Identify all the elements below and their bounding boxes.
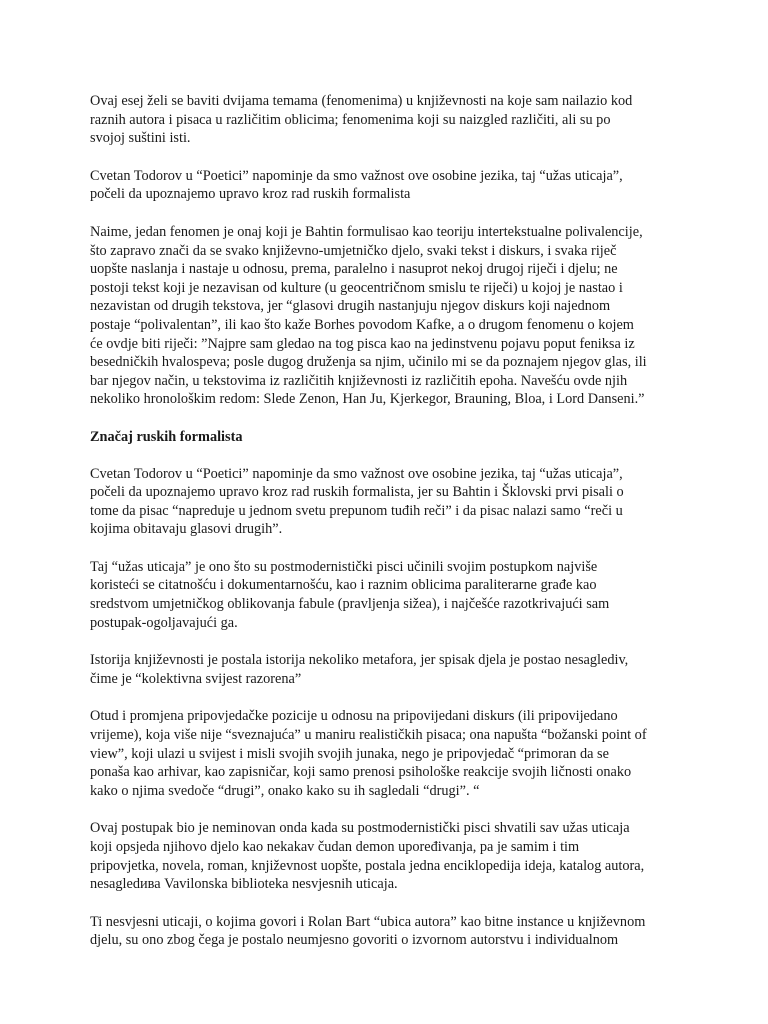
paragraph-postupak: Ovaj postupak bio je neminovan onda kada su postmodernistički pisci shvatili sav užas uticaja koji opsjeda njihovo djelo kao nekakav čudan demon upoređivanja, pa je samim i tim pripovjetka, novela, roman, književnost uopšte, postala jedna enciklopedija ideja, katalog autora, nesagledива Vavilonska biblioteka nesvjesnih uticaja. [90, 820, 645, 893]
paragraph-pripovjedac: Otud i promjena pripovjedačke pozicije u odnosu na pripovijedani diskurs (ili pripovijedano vrijeme), koja više nije “sveznajuća” u maniru realističkih pisaca; ona napušta “božanski point of view”, koji ulazi u svijest i misli svojih svojih junaka, nego je pripovjedač “primoran da se ponaša kao arhivar, kao zapisničar, koji samo prenosi psihološke reakcije svojih ličnosti onako kako o njima svedoče “drugi”, onako kako su ih sagledali “drugi”. “ [90, 708, 647, 799]
paragraph-formalists: Cvetan Todorov u “Poetici” napominje da smo važnost ove osobine jezika, taj “užas uticaja”, počeli da upoznajemo upravo kroz rad ruskih formalista, jer su Bahtin i Šklovski prvi pisali o tome da pisac “napreduje u jednom svetu prepunom tuđih reči” i da pisac nalazi samo “reči u kojima obitavaju glasovi drugih”. [90, 465, 624, 538]
paragraph-todorov: Cvetan Todorov u “Poetici” napominje da smo važnost ove osobine jezika, taj “užas uticaja”, počeli da upoznajemo upravo kroz rad ruskih formalista [90, 167, 623, 203]
paragraph-intro: Ovaj esej želi se baviti dvijama temama (fenomenima) u književnosti na koje sam nailazio kod raznih autora i pisaca u različitim oblicima; fenomenima koji su naizgled različiti, ali su po svojoj suštini isti. [90, 93, 633, 147]
paragraph-istorija: Istorija književnosti je postala istorija nekoliko metafora, jer spisak djela je postao nesaglediv, čime je “kolektivna svijest razorena” [90, 652, 629, 687]
paragraph-nesvjesni-uticaji: Ti nesvjesni uticaji, o kojima govori i Rolan Bart “ubica autora” kao bitne instance u književnom djelu, su ono zbog čega je postalo neumjesno govoriti o izvornom autorstvu i individualnom [90, 913, 646, 949]
document-page [90, 92, 690, 969]
paragraph-uzas-uticaja: Taj “užas uticaja” je ono što su postmodernistički pisci učinili svojim postupkom najviše koristeći se citatnošću i dokumentarnošću, kao i raznim oblicima paraliterarne građe kao sredstvom umjetničkog oblikovanja fabule (pravljenja sižea), i najčešće razotkrivajući sam postupak-ogoljavajući ga. [90, 558, 610, 631]
section-heading: Značaj ruskih formalista [90, 428, 243, 445]
paragraph-bahtin: Naime, jedan fenomen je onaj koji je Bahtin formulisao kao teoriju intertekstualne polivalencije, što zapravo znači da se svako književno-umjetničko djelo, svaki tekst i diskurs, i svaka riječ uopšte naslanja i nastaje u odnosu, prema, paralelno i nasuprot nekoj drugoj riječi i djelu; ne postoji tekst koji je nezavisan od kulture (u geocentričnom smislu te riječi) u kojoj je nastao i nezavistan od drugih tekstova, jer “glasovi drugih nastanjuju njegov diskurs koji najednom postaje “polivalentan”, ili kao što kaže Borhes povodom Kafke, a o drugom fenomenu o kojem će ovdje biti riječi: ”Najpre sam gledao na tog pisca kao na jedinstvenu pojavu poput feniksa iz besedničkih hvalospeva; posle dugog druženja sa njim, učinilo mi se da poznajem njegov glas, ili bar njegov način, u tekstovima iz različitih književnosti iz različitih epoha. Navešću ovde njih nekoliko hronološkim redom: Slede Zenon, Han Ju, Kjerkegor, Brauning, Bloa, i Lord Danseni.” [90, 223, 647, 408]
